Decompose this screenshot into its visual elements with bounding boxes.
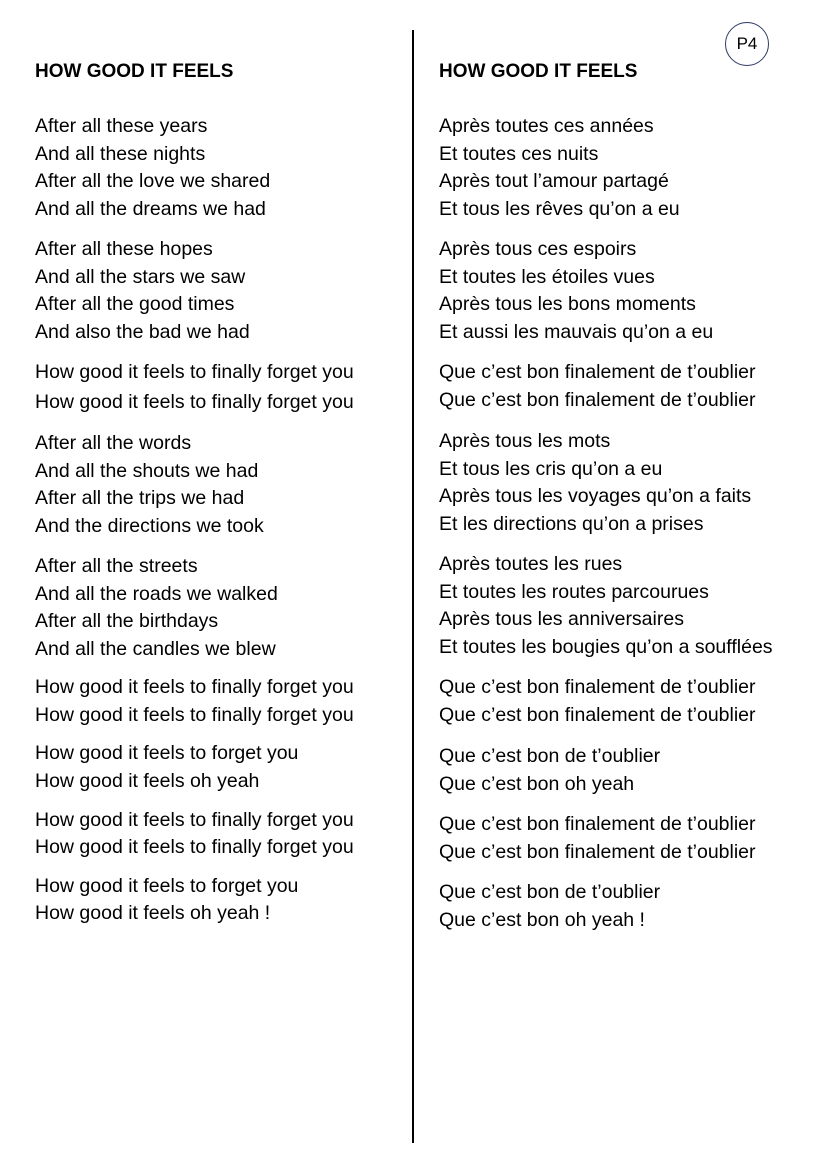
lyric-line: How good it feels to forget you xyxy=(35,875,299,897)
lyric-line: And the directions we took xyxy=(35,514,264,537)
lyric-line: Que c’est bon finalement de t’oublier xyxy=(439,676,756,698)
lyric-line: Après tous ces espoirs xyxy=(439,238,637,260)
lyric-line: Et les directions qu’on a prises xyxy=(439,512,704,535)
lyric-line: Et tous les rêves qu’on a eu xyxy=(439,197,680,220)
lyric-line: How good it feels to finally forget you xyxy=(35,361,354,383)
lyric-line: Après toutes ces années xyxy=(439,115,654,137)
column-divider xyxy=(412,30,414,1143)
lyric-line: Après tous les anniversaires xyxy=(439,608,684,630)
lyric-line: Après tous les voyages qu’on a faits xyxy=(439,485,752,507)
page-number-badge: P4 xyxy=(725,22,769,66)
lyric-line: How good it feels to finally forget you xyxy=(35,836,354,858)
lyric-line: Après tous les mots xyxy=(439,430,611,452)
lyric-line: Que c’est bon finalement de t’oublier xyxy=(439,813,756,835)
lyric-line: After all the love we shared xyxy=(35,170,271,192)
lyric-line: How good it feels to forget you xyxy=(35,742,299,764)
lyric-line: And all the roads we walked xyxy=(35,582,278,605)
lyric-line: After all these hopes xyxy=(35,238,213,260)
lyric-line: How good it feels to finally forget you xyxy=(35,704,354,726)
lyric-line: Et aussi les mauvais qu’on a eu xyxy=(439,320,714,343)
lyric-line: After all the streets xyxy=(35,555,198,577)
lyric-line: Et toutes ces nuits xyxy=(439,142,599,165)
lyric-line: And all the stars we saw xyxy=(35,265,246,288)
lyric-line: Que c’est bon finalement de t’oublier xyxy=(439,389,756,411)
lyric-line: Et toutes les bougies qu’on a soufflées xyxy=(439,635,773,658)
lyric-line: After all the trips we had xyxy=(35,487,245,509)
lyric-line: And also the bad we had xyxy=(35,320,250,343)
lyric-line: Que c’est bon de t’oublier xyxy=(439,745,661,767)
lyric-line: Et toutes les étoiles vues xyxy=(439,265,655,288)
lyric-line: After all the good times xyxy=(35,293,235,315)
lyric-line: Et tous les cris qu’on a eu xyxy=(439,457,663,480)
lyric-line: How good it feels oh yeah xyxy=(35,770,260,792)
lyric-line: After all the words xyxy=(35,432,192,454)
lyric-line: Après tout l’amour partagé xyxy=(439,170,669,192)
lyric-line: Que c’est bon oh yeah ! xyxy=(439,909,645,931)
lyric-line: Que c’est bon oh yeah xyxy=(439,773,635,795)
lyric-line: Que c’est bon de t’oublier xyxy=(439,881,661,903)
lyric-line: Et toutes les routes parcourues xyxy=(439,580,709,603)
french-title: HOW GOOD IT FEELS xyxy=(439,61,638,82)
lyric-line: After all these years xyxy=(35,115,208,137)
lyric-line: And all the shouts we had xyxy=(35,459,259,482)
lyric-line: Après tous les bons moments xyxy=(439,293,696,315)
english-title: HOW GOOD IT FEELS xyxy=(35,61,234,82)
lyric-line: And all these nights xyxy=(35,142,206,165)
lyric-line: And all the candles we blew xyxy=(35,637,276,660)
lyric-line: Que c’est bon finalement de t’oublier xyxy=(439,841,756,863)
lyric-line: How good it feels to finally forget you xyxy=(35,391,354,413)
lyric-line: How good it feels oh yeah ! xyxy=(35,902,271,924)
lyric-line: How good it feels to finally forget you xyxy=(35,676,354,698)
lyric-line: Après toutes les rues xyxy=(439,553,623,575)
lyric-line: Que c’est bon finalement de t’oublier xyxy=(439,361,756,383)
lyric-line: Que c’est bon finalement de t’oublier xyxy=(439,704,756,726)
lyric-line: And all the dreams we had xyxy=(35,197,266,220)
lyric-line: How good it feels to finally forget you xyxy=(35,809,354,831)
lyric-line: After all the birthdays xyxy=(35,610,219,632)
